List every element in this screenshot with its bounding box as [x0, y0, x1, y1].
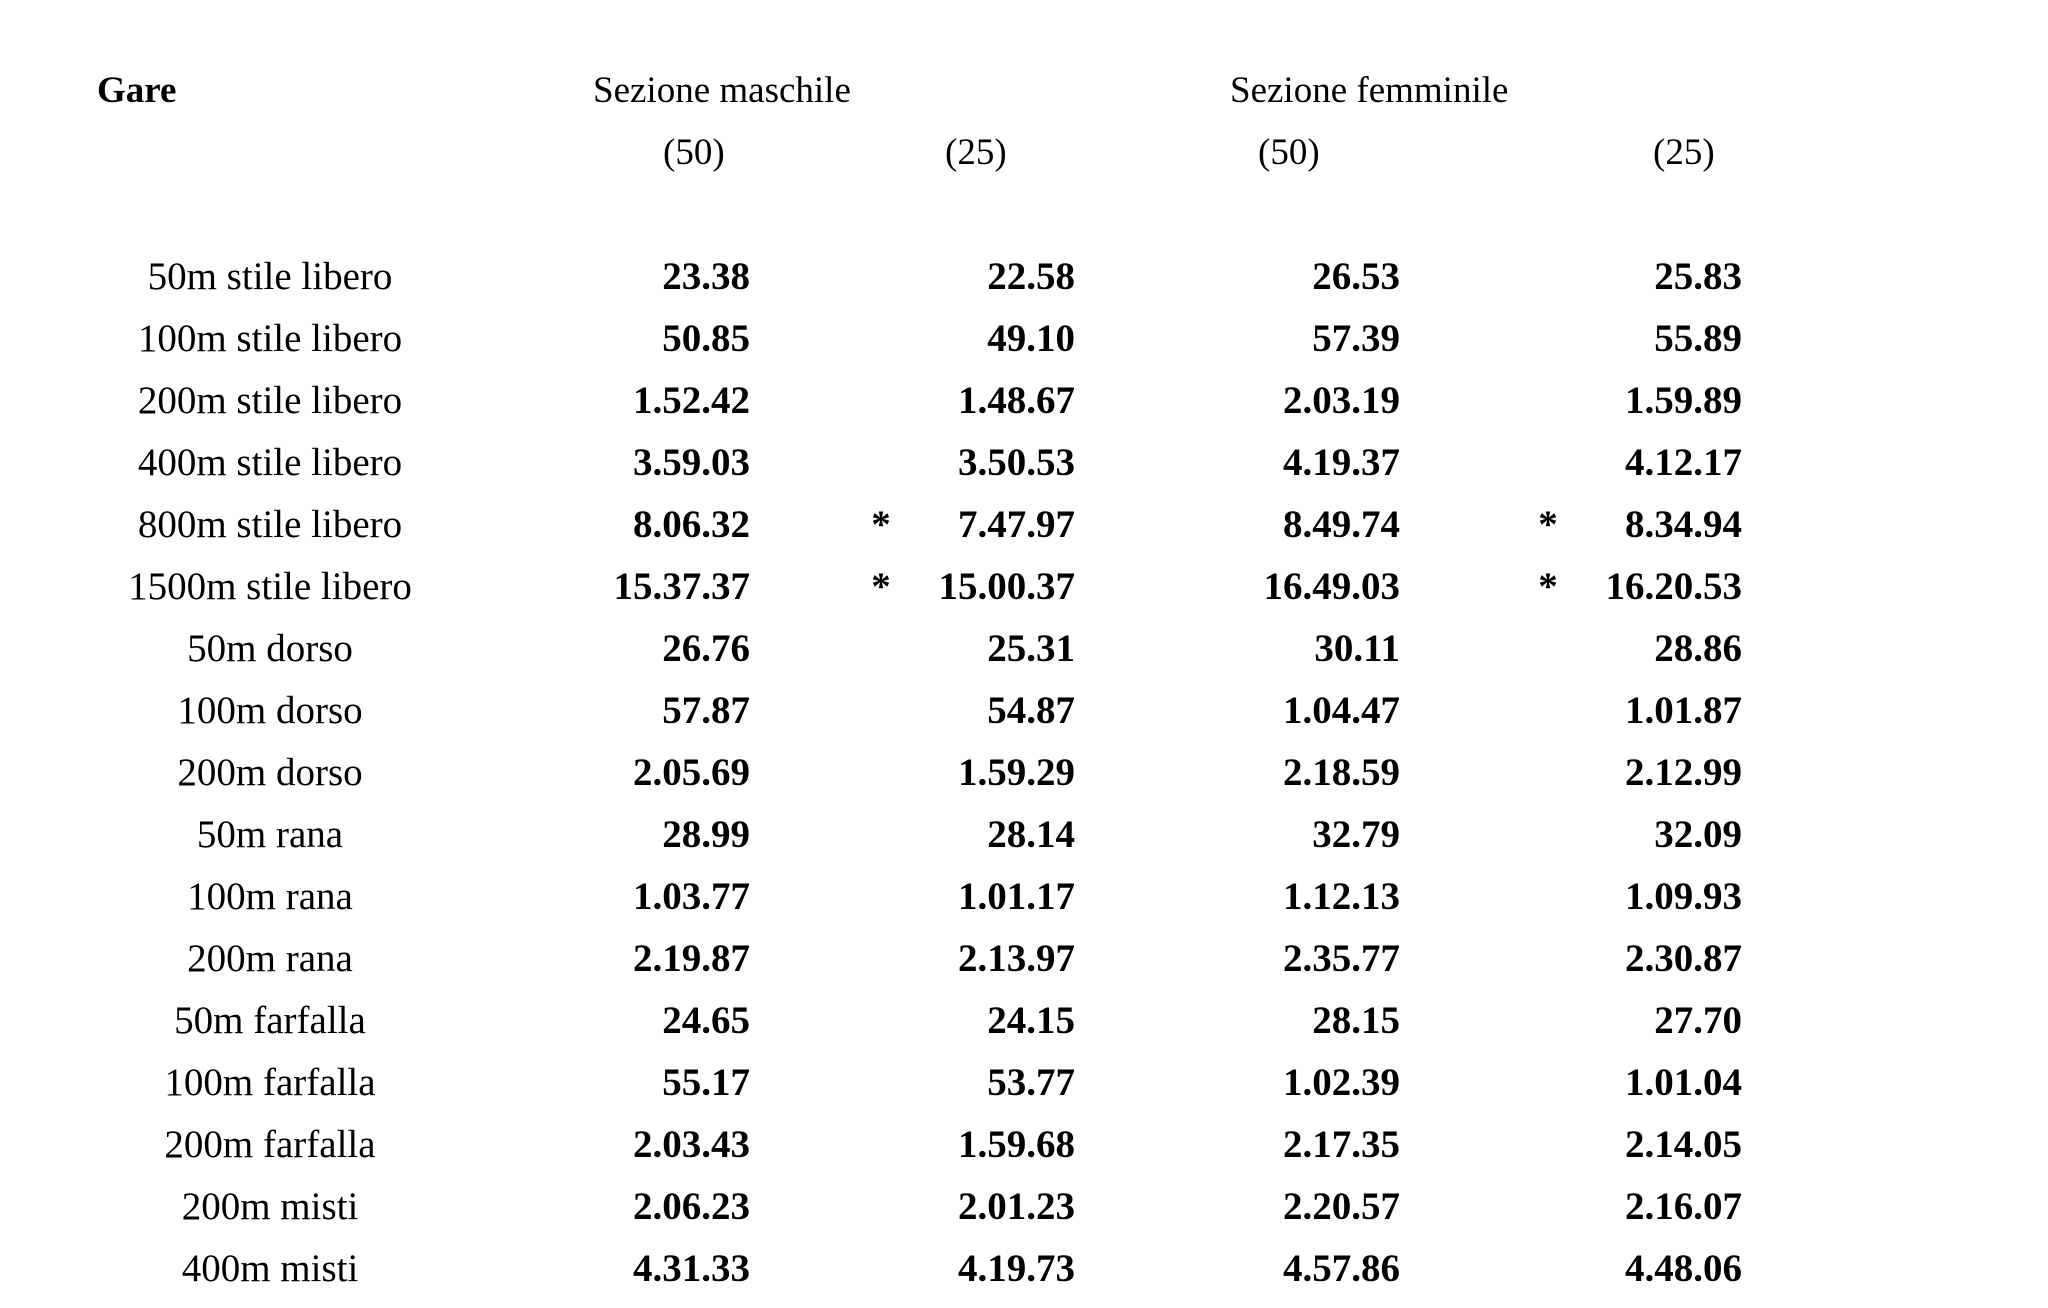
table-row: [0, 804, 2048, 866]
time-m25: 1.01.17: [958, 875, 1075, 918]
table-row: [0, 618, 2048, 680]
time-m25: 49.10: [987, 317, 1075, 360]
time-f50: 32.79: [1312, 813, 1400, 856]
event-name: 200m farfalla: [164, 1123, 376, 1166]
time-m25: 22.58: [987, 255, 1075, 298]
header-f50: (50): [1258, 132, 1320, 173]
event-name: 50m rana: [196, 813, 344, 856]
time-f50: 4.19.37: [1283, 441, 1400, 484]
table-row: [0, 370, 2048, 432]
time-f50: 2.20.57: [1283, 1185, 1400, 1228]
table-row: [0, 1114, 2048, 1176]
time-f25: 27.70: [1654, 999, 1742, 1042]
event-name: 200m dorso: [177, 751, 363, 794]
event-name: 50m farfalla: [174, 999, 366, 1042]
event-name: 100m farfalla: [164, 1061, 376, 1104]
time-m50: 55.17: [662, 1061, 750, 1104]
time-f25: 4.48.06: [1625, 1247, 1742, 1290]
header-m25: (25): [945, 132, 1007, 173]
header-f25: (25): [1653, 132, 1715, 173]
time-m50: 24.65: [662, 999, 750, 1042]
header-gare: Gare: [97, 70, 177, 111]
table-row: [0, 432, 2048, 494]
header-m50: (50): [663, 132, 725, 173]
star-m25: *: [871, 503, 891, 546]
time-m25: 1.59.29: [958, 751, 1075, 794]
event-name: 100m rana: [187, 875, 353, 918]
time-f50: 57.39: [1312, 317, 1400, 360]
time-f25: 2.12.99: [1625, 751, 1742, 794]
event-name: 800m stile libero: [137, 503, 403, 546]
time-m25: 28.14: [987, 813, 1075, 856]
time-f25: 2.16.07: [1625, 1185, 1742, 1228]
time-m50: 50.85: [662, 317, 750, 360]
time-f50: 4.57.86: [1283, 1247, 1400, 1290]
event-name: 200m stile libero: [137, 379, 403, 422]
header-sezione-maschile: Sezione maschile: [593, 70, 851, 111]
time-m50: 2.06.23: [633, 1185, 750, 1228]
time-m25: 2.01.23: [958, 1185, 1075, 1228]
event-name: 200m misti: [181, 1185, 359, 1228]
event-name: 100m dorso: [177, 689, 363, 732]
time-m25: 54.87: [987, 689, 1075, 732]
time-m50: 2.03.43: [633, 1123, 750, 1166]
time-m50: 1.52.42: [633, 379, 750, 422]
time-m25: 4.19.73: [958, 1247, 1075, 1290]
time-f25: 2.30.87: [1625, 937, 1742, 980]
time-m50: 57.87: [662, 689, 750, 732]
time-m50: 4.31.33: [633, 1247, 750, 1290]
time-f50: 30.11: [1314, 627, 1400, 670]
time-f50: 1.12.13: [1283, 875, 1400, 918]
time-m50: 15.37.37: [613, 565, 750, 608]
star-f25: *: [1538, 565, 1558, 608]
table-row: [0, 308, 2048, 370]
event-name: 50m stile libero: [147, 255, 393, 298]
event-name: 400m misti: [181, 1247, 359, 1290]
time-m25: 15.00.37: [938, 565, 1075, 608]
event-name: 50m dorso: [187, 627, 353, 670]
time-m25: 24.15: [987, 999, 1075, 1042]
time-m50: 26.76: [662, 627, 750, 670]
table-row: [0, 742, 2048, 804]
time-f50: 2.18.59: [1283, 751, 1400, 794]
table-row: [0, 1238, 2048, 1300]
table-row: [0, 494, 2048, 556]
time-f50: 1.02.39: [1283, 1061, 1400, 1104]
star-m25: *: [871, 565, 891, 608]
time-m50: 8.06.32: [633, 503, 750, 546]
time-f50: 2.17.35: [1283, 1123, 1400, 1166]
time-f25: 8.34.94: [1625, 503, 1742, 546]
table-row: [0, 866, 2048, 928]
time-f25: 1.01.87: [1625, 689, 1742, 732]
time-f25: 1.09.93: [1625, 875, 1742, 918]
time-f25: 1.59.89: [1625, 379, 1742, 422]
time-m25: 1.48.67: [958, 379, 1075, 422]
time-f25: 28.86: [1654, 627, 1742, 670]
time-f25: 4.12.17: [1625, 441, 1742, 484]
time-f25: 1.01.04: [1625, 1061, 1742, 1104]
time-f50: 2.03.19: [1283, 379, 1400, 422]
time-f50: 16.49.03: [1263, 565, 1400, 608]
time-f50: 28.15: [1312, 999, 1400, 1042]
header-sezione-femminile: Sezione femminile: [1230, 70, 1509, 111]
time-f50: 8.49.74: [1283, 503, 1400, 546]
table-row: [0, 1176, 2048, 1238]
star-f25: *: [1538, 503, 1558, 546]
event-name: 100m stile libero: [137, 317, 403, 360]
time-m25: 53.77: [987, 1061, 1075, 1104]
time-f25: 2.14.05: [1625, 1123, 1742, 1166]
time-f25: 25.83: [1654, 255, 1742, 298]
time-f50: 1.04.47: [1283, 689, 1400, 732]
time-f25: 32.09: [1654, 813, 1742, 856]
time-f50: 2.35.77: [1283, 937, 1400, 980]
table-row: [0, 990, 2048, 1052]
table-row: [0, 556, 2048, 618]
time-m50: 2.05.69: [633, 751, 750, 794]
time-m25: 3.50.53: [958, 441, 1075, 484]
table-row: [0, 928, 2048, 990]
time-m25: 2.13.97: [958, 937, 1075, 980]
time-m50: 1.03.77: [633, 875, 750, 918]
time-m25: 1.59.68: [958, 1123, 1075, 1166]
time-f50: 26.53: [1312, 255, 1400, 298]
time-m50: 3.59.03: [633, 441, 750, 484]
event-name: 200m rana: [187, 937, 353, 980]
time-f25: 55.89: [1654, 317, 1742, 360]
table-row: [0, 246, 2048, 308]
table-row: [0, 680, 2048, 742]
time-m25: 7.47.97: [958, 503, 1075, 546]
time-m25: 25.31: [987, 627, 1075, 670]
event-name: 400m stile libero: [137, 441, 403, 484]
time-m50: 28.99: [662, 813, 750, 856]
event-name: 1500m stile libero: [128, 565, 412, 608]
table-row: [0, 1052, 2048, 1114]
time-m50: 23.38: [662, 255, 750, 298]
time-f25: 16.20.53: [1605, 565, 1742, 608]
time-m50: 2.19.87: [633, 937, 750, 980]
